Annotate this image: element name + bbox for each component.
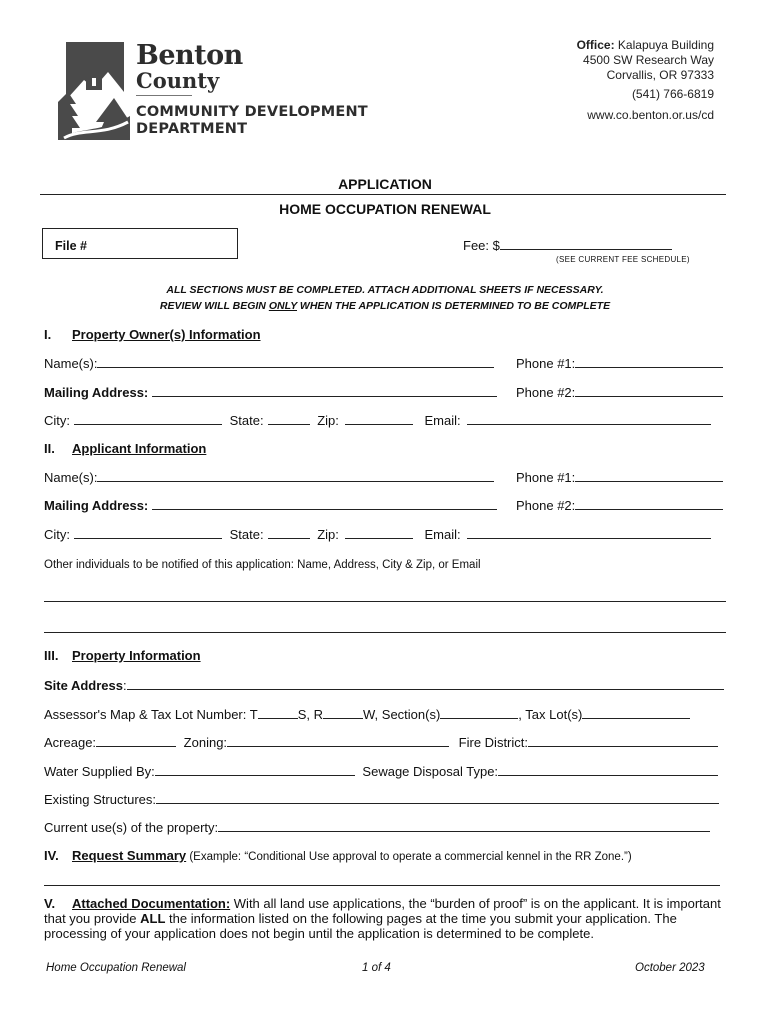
fee-note: (SEE CURRENT FEE SCHEDULE): [556, 255, 690, 264]
sewage-field[interactable]: [498, 763, 718, 776]
assessor-label: Assessor's Map & Tax Lot Number: T: [44, 707, 258, 722]
applicant-city-label: City:: [44, 527, 70, 542]
range-label: S, R: [297, 707, 323, 722]
department-name: [136, 104, 368, 138]
owner-mailing-row: [44, 384, 497, 400]
section2-num: II.: [44, 441, 55, 456]
section5-text-a: With all land use applications, the “burden of proof” is on the applicant. It is important that you provide: [44, 896, 721, 926]
fee-field[interactable]: [463, 237, 672, 253]
owner-phone2-row: [516, 384, 723, 400]
fee-label: Fee: $: [463, 238, 500, 253]
existing-structures-label: Existing Structures:: [44, 792, 156, 807]
current-use-label: Current use(s) of the property:: [44, 820, 219, 835]
applicant-phone2-row: [516, 497, 723, 513]
title-divider: [40, 194, 726, 195]
section3-title: Property Information: [72, 648, 201, 663]
owner-phone2-label: Phone #2:: [516, 385, 576, 400]
office-city: Corvallis, OR 97333: [606, 68, 714, 82]
owner-names-field[interactable]: [97, 355, 494, 368]
water-row: [44, 763, 718, 779]
owner-names-label: Name(s):: [44, 356, 98, 371]
applicant-state-field[interactable]: [268, 526, 310, 539]
applicant-names-field[interactable]: [97, 469, 494, 482]
section2-title: Applicant Information: [72, 441, 207, 456]
applicant-mailing-label: Mailing Address:: [44, 498, 149, 513]
file-number-box[interactable]: [42, 228, 238, 259]
section5-num: V.: [44, 896, 56, 911]
section4-num: IV.: [44, 848, 59, 863]
dept-line2: DEPARTMENT: [136, 121, 248, 137]
file-label: File #: [55, 239, 87, 253]
existing-structures-field[interactable]: [156, 791, 719, 804]
applicant-mailing-row: [44, 497, 497, 513]
taxlot-label: , Tax Lot(s): [518, 707, 583, 722]
section5-all: ALL: [140, 911, 166, 926]
section4-example-pre: (Example:: [186, 851, 245, 863]
owner-email-label: Email:: [424, 413, 461, 428]
owner-phone1-label: Phone #1:: [516, 356, 576, 371]
sewage-label: Sewage Disposal Type:: [362, 764, 499, 779]
owner-zip-label: Zip:: [317, 413, 339, 428]
acreage-field[interactable]: [96, 734, 176, 747]
applicant-email-label: Email:: [424, 527, 461, 542]
section5-paragraph: [44, 896, 728, 941]
other-individuals-line1[interactable]: [44, 601, 726, 602]
section-field[interactable]: [440, 706, 518, 719]
section4-heading: [44, 848, 632, 863]
notice-line2-pre: REVIEW WILL BEGIN: [159, 300, 269, 312]
office-website[interactable]: www.co.benton.or.us/cd: [587, 108, 714, 122]
office-phone: (541) 766-6819: [631, 87, 714, 101]
office-info: [577, 38, 714, 123]
owner-city-label: City:: [44, 413, 70, 428]
owner-state-field[interactable]: [268, 412, 310, 425]
other-individuals-note: Other individuals to be notified of this application: Name, Address, City & Zip, or Email: [44, 559, 481, 571]
notice-only: ONLY: [268, 300, 298, 312]
fee-line[interactable]: [500, 237, 672, 250]
office-label: Office:: [576, 38, 615, 52]
applicant-phone2-field[interactable]: [575, 497, 723, 510]
current-use-field[interactable]: [218, 819, 710, 832]
section5-title: Attached Documentation:: [72, 896, 231, 911]
applicant-phone2-label: Phone #2:: [516, 498, 576, 513]
section-label: W, Section(s): [363, 707, 441, 722]
applicant-phone1-field[interactable]: [575, 469, 723, 482]
footer-date: October 2023: [635, 962, 705, 974]
owner-mailing-field[interactable]: [152, 384, 497, 397]
acreage-label: Acreage:: [44, 735, 97, 750]
acreage-row: [44, 734, 718, 750]
footer-page-number: 1 of 4: [362, 962, 391, 974]
section1-heading: [44, 327, 261, 342]
owner-phone2-field[interactable]: [575, 384, 723, 397]
site-address-colon: :: [123, 678, 127, 693]
form-title: APPLICATION: [338, 176, 432, 192]
range-field[interactable]: [323, 706, 363, 719]
applicant-city-field[interactable]: [74, 526, 222, 539]
dept-line1: COMMUNITY DEVELOPMENT: [136, 104, 368, 120]
site-address-label: Site Address: [44, 678, 123, 693]
owner-city-field[interactable]: [74, 412, 222, 425]
notice-line2: [0, 300, 770, 312]
site-address-row: [44, 677, 724, 693]
section2-heading: [44, 441, 206, 456]
applicant-names-row: [44, 469, 494, 485]
request-summary-line[interactable]: [44, 885, 720, 886]
owner-mailing-label: Mailing Address:: [44, 385, 149, 400]
zoning-label: Zoning:: [183, 735, 228, 750]
footer-form-name: Home Occupation Renewal: [46, 962, 186, 974]
applicant-city-row: [44, 526, 711, 542]
office-street: 4500 SW Research Way: [583, 53, 714, 67]
township-field[interactable]: [258, 706, 298, 719]
section3-num: III.: [44, 648, 59, 663]
section1-title: Property Owner(s) Information: [72, 327, 261, 342]
applicant-zip-field[interactable]: [345, 526, 413, 539]
section1-num: I.: [44, 327, 52, 342]
office-building: Kalapuya Building: [617, 38, 714, 52]
fire-district-label: Fire District:: [458, 735, 529, 750]
owner-phone1-field[interactable]: [575, 355, 723, 368]
owner-zip-field[interactable]: [345, 412, 413, 425]
site-address-field[interactable]: [127, 677, 724, 690]
water-field[interactable]: [155, 763, 355, 776]
other-individuals-line2[interactable]: [44, 632, 726, 633]
applicant-state-label: State:: [229, 527, 264, 542]
brand-subtitle: County: [136, 68, 220, 93]
logo-divider: [136, 95, 192, 96]
county-logo: [58, 42, 378, 142]
brand-name: Benton: [136, 40, 243, 71]
applicant-mailing-field[interactable]: [152, 497, 497, 510]
applicant-phone1-row: [516, 469, 723, 485]
applicant-names-label: Name(s):: [44, 470, 98, 485]
assessor-row: [44, 706, 690, 722]
notice-line2-post: WHEN THE APPLICATION IS DETERMINED TO BE COMPLETE: [297, 300, 611, 312]
owner-phone1-row: [516, 355, 723, 371]
owner-email-field[interactable]: [467, 412, 711, 425]
section4-example: “Conditional Use approval to operate a commercial kennel in the RR Zone.”): [244, 851, 632, 863]
taxlot-field[interactable]: [582, 706, 690, 719]
water-label: Water Supplied By:: [44, 764, 155, 779]
benton-county-logo-icon: [58, 42, 130, 140]
applicant-email-field[interactable]: [467, 526, 711, 539]
section3-heading: [44, 648, 201, 663]
section5-text-b: the information listed on the following pages at the time you submit your application. The processing of your application does not begin until the application is determined to be complete.: [44, 911, 677, 941]
applicant-zip-label: Zip:: [317, 527, 339, 542]
current-use-row: [44, 819, 710, 835]
owner-state-label: State:: [229, 413, 264, 428]
owner-names-row: [44, 355, 494, 371]
fire-district-field[interactable]: [528, 734, 718, 747]
section4-title: Request Summary: [72, 848, 187, 863]
form-subtitle: HOME OCCUPATION RENEWAL: [279, 201, 491, 217]
applicant-phone1-label: Phone #1:: [516, 470, 576, 485]
notice-line1: ALL SECTIONS MUST BE COMPLETED. ATTACH ADDITIONAL SHEETS IF NECESSARY.: [166, 284, 604, 296]
existing-structures-row: [44, 791, 719, 807]
owner-city-row: [44, 412, 711, 428]
zoning-field[interactable]: [227, 734, 449, 747]
